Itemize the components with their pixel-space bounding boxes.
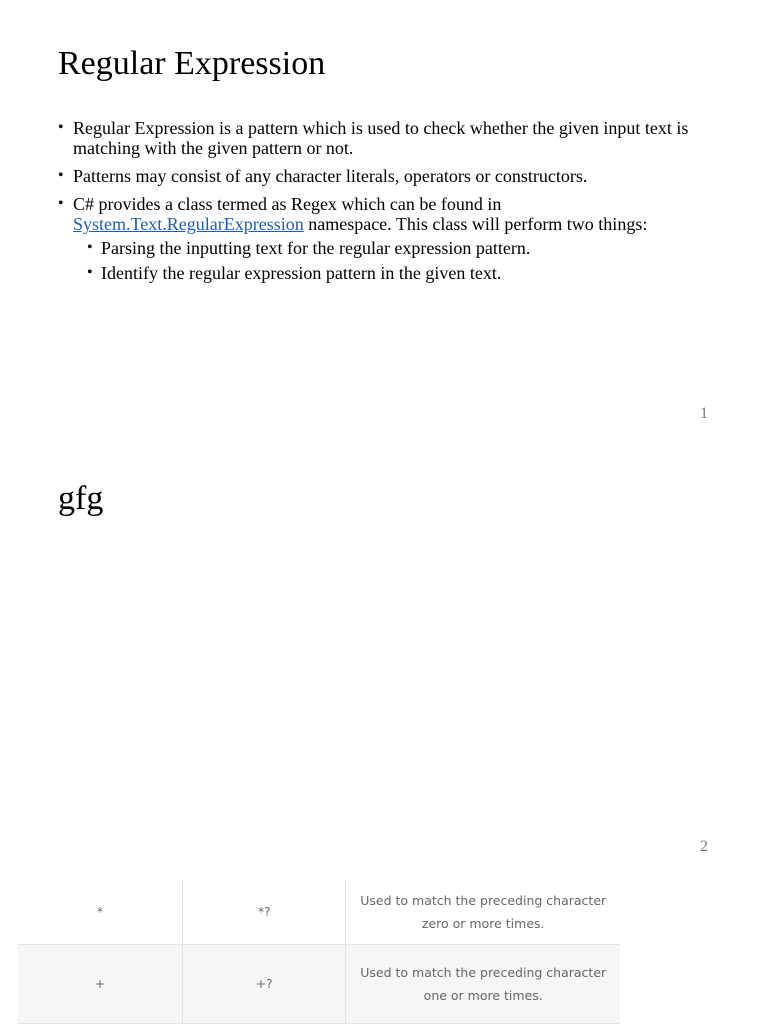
sub-bullet-list	[73, 238, 708, 283]
greedy-quantifier-cell: *	[18, 880, 183, 945]
page-number: 1	[700, 405, 708, 422]
slide-title: Regular Expression	[58, 45, 326, 82]
bullet-text: namespace. This class will perform two things:	[303, 214, 648, 234]
greedy-quantifier-cell: +	[18, 945, 183, 1024]
slide-2	[0, 433, 768, 866]
table-row	[18, 880, 620, 945]
bullet-item: • Patterns may consist of any character literals, operators or constructors.	[58, 166, 708, 186]
namespace-link[interactable]: System.Text.RegularExpression	[73, 214, 304, 234]
bullet-item: • Regular Expression is a pattern which is used to check whether the given input text is matching with the given pattern or not.	[58, 118, 708, 158]
sub-bullet-item: • Identify the regular expression pattern in the given text.	[87, 263, 708, 283]
slide-3	[0, 866, 768, 1024]
slide-1	[0, 0, 768, 433]
slide-title: gfg	[58, 480, 104, 517]
description-cell: Used to match the preceding character zero or more times.	[346, 880, 620, 945]
bullet-text: C# provides a class termed as Regex which can be found in	[73, 194, 502, 214]
sub-bullet-item: • Parsing the inputting text for the regular expression pattern.	[87, 238, 708, 258]
page-number: 2	[700, 838, 708, 855]
bullet-item	[58, 194, 708, 283]
bullet-list	[58, 118, 708, 291]
table-row	[18, 945, 620, 1024]
quantifier-table	[18, 880, 620, 1024]
lazy-quantifier-cell: +?	[183, 945, 346, 1024]
lazy-quantifier-cell: *?	[183, 880, 346, 945]
description-cell: Used to match the preceding character one or more times.	[346, 945, 620, 1024]
